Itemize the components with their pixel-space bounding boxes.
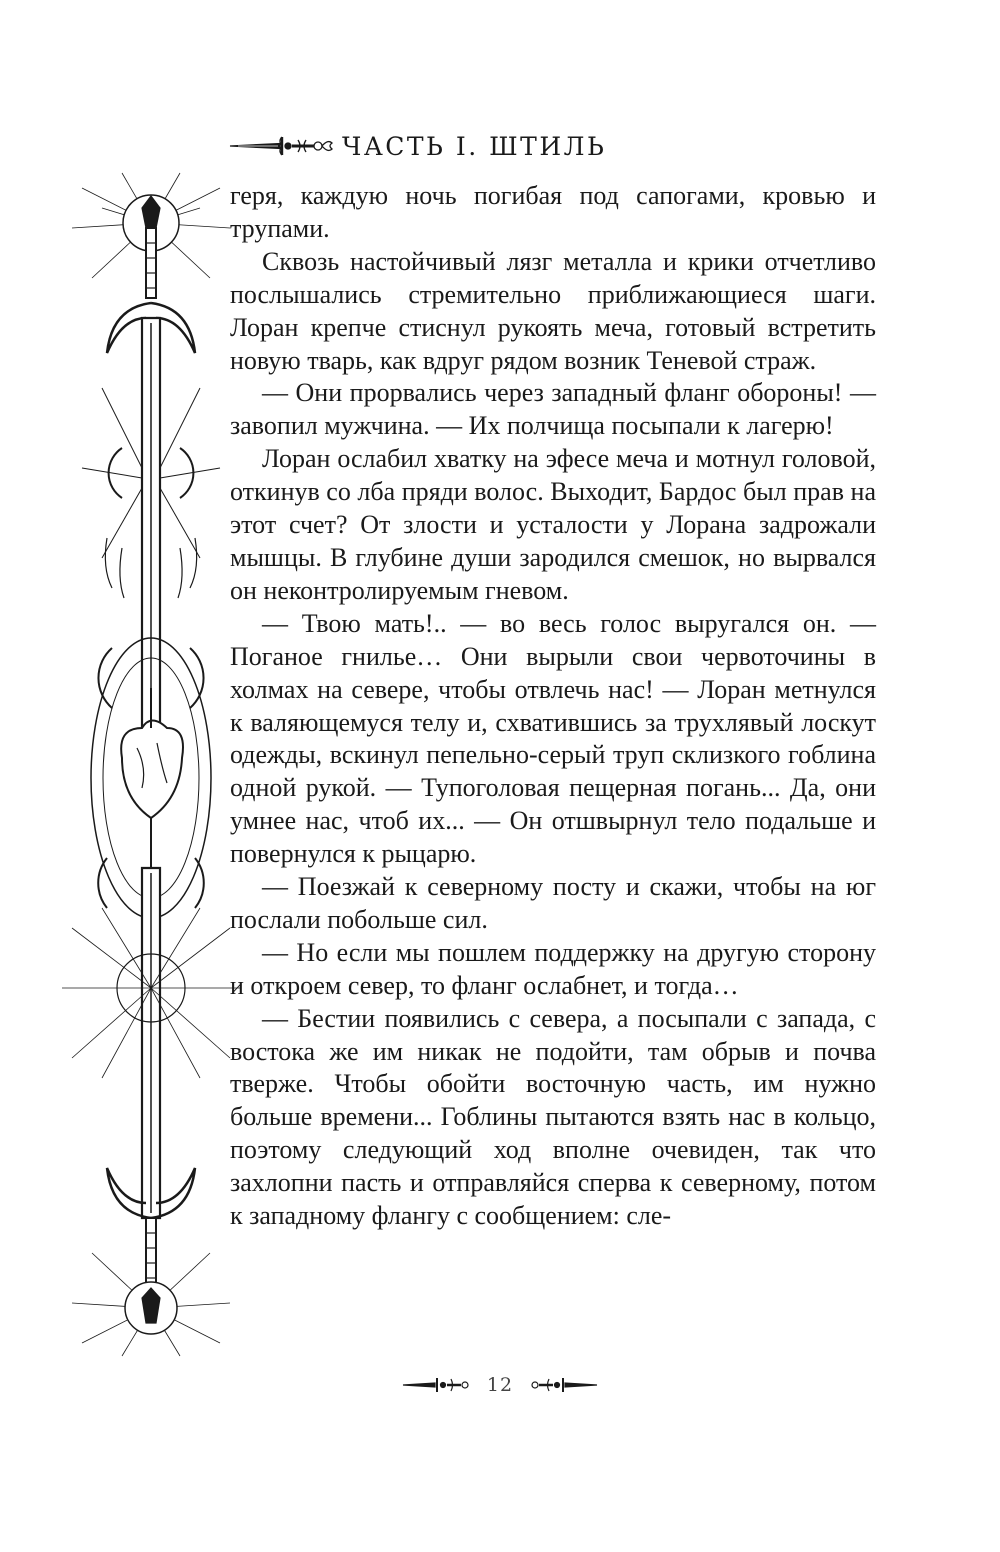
dagger-left-icon [401,1373,473,1397]
page-body [230,180,876,1233]
page-footer [0,1360,1000,1410]
running-header [228,126,606,166]
paragraph: геря, каждую ночь погибая под сапогами, кровью и трупами. [230,181,876,243]
ornamental-sword-icon [62,168,240,1358]
paragraph: — Твою мать!.. — во весь голос выругался он. — Поганое гнилье… Они вырыли свои червоточины в холмах на севере, чтобы отвлечь нас! — Лоран метнулся к валяющемуся телу и, схватившись за трухлявый лоскут одежды, вскинул пепельно-серый труп склизкого гоблина одной рукой. — Тупоголовая пещерная погань... Да, они умнее нас, чтоб их... — Он отшвырнул тело подальше и повернулся к рыцарю. [230,608,876,869]
paragraph: — Они прорвались через западный фланг обороны! — завопил мужчина. — Их полчища посыпали к лагерю! [230,378,876,441]
page-number: 12 [486,1374,514,1396]
paragraph: — Но если мы пошлем поддержку на другую сторону и откроем север, то фланг ослабнет, и тогда… [230,937,876,1000]
paragraph: Сквозь настойчивый лязг металла и крики отчетливо послышались стремительно приближающиеся шаги. Лоран крепче стиснул рукоять меча, готовый встретить новую тварь, как вдруг рядом возник Теневой страж. [230,246,876,375]
paragraph: Лоран ослабил хватку на эфесе меча и мотнул головой, откинув со лба пряди волос. Выходит, Бардос был прав на этот счет? От злости и усталости у Лорана задрожали мышцы. В глубине души зародился смешок, но вырвался он неконтролируемым гневом. [230,444,876,605]
paragraph: — Бестии появились с севера, а посыпали с запада, с востока же им никак не подойти, там обрыв и почва тверже. Чтобы обойти восточную часть, им нужно больше времени... Гоблины пытаются взять нас в кольцо, поэтому следующий ход вполне очевиден, так что захлопни пасть и отправляйся сперва к северному, потом к западному флангу с сообщением: сле- [230,1003,876,1231]
dagger-right-icon [527,1373,599,1397]
running-title: ЧАСТЬ I. ШТИЛЬ [342,131,607,161]
paragraph: — Поезжай к северному посту и скажи, чтобы на юг послали побольше сил. [230,872,876,934]
dagger-icon [228,131,336,161]
